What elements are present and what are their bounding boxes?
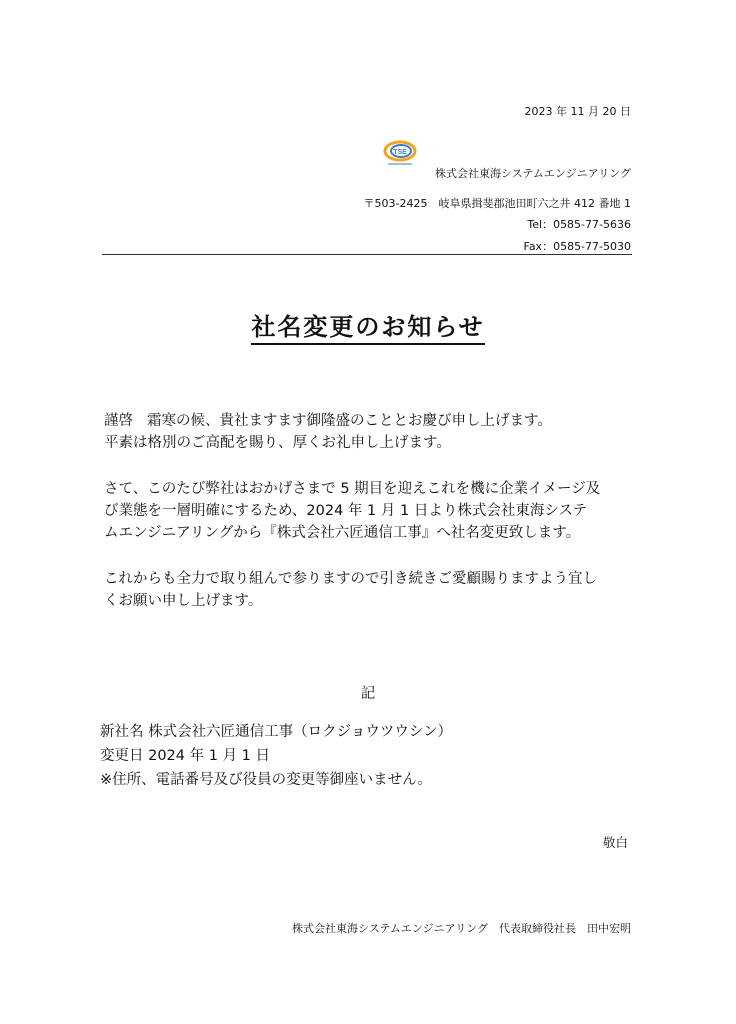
ki-heading: 記 (360, 686, 376, 702)
company-name: 株式会社東海システムエンジニアリング (435, 167, 631, 180)
change-date-row (100, 745, 270, 767)
new-company-name-value: 株式会社六匠通信工事（ロクジョウツウシン） (148, 724, 452, 740)
page-title (0, 307, 736, 342)
header-divider (102, 254, 632, 255)
greeting-line-2: 平素は格別のご高配を賜り、厚くお礼申し上げます。 (104, 435, 451, 451)
page-title-text: 社名変更のお知らせ (251, 313, 484, 345)
company-address: 〒503-2425 岐阜県揖斐郡池田町六之井 412 番地 1 (363, 197, 631, 210)
greeting-paragraph (104, 410, 634, 454)
signature: 株式会社東海システムエンジニアリング 代表取締役社長 田中宏明 (292, 922, 631, 935)
new-company-name-row (100, 721, 452, 743)
closing-line-1: これからも全力で取り組んで参りますので引き続きご愛顧賜りますよう宜し (104, 571, 597, 587)
greeting-word: 謹啓 (104, 413, 133, 429)
closing-word: 敬白 (602, 835, 628, 850)
announcement-paragraph (104, 478, 634, 544)
change-date-label: 変更日 (100, 748, 144, 764)
logo-text: TSE (393, 149, 407, 156)
change-date-value: 2024 年 1 月 1 日 (148, 748, 271, 764)
announcement-line-2: び業態を一層明確にするため、2024 年 1 月 1 日より株式会社東海システ (104, 503, 588, 519)
company-tel: Tel：0585-77-5636 (527, 218, 631, 231)
closing-paragraph (104, 568, 634, 612)
letter-date: 2023 年 11 月 20 日 (524, 105, 631, 118)
closing-line-2: くお願い申し上げます。 (104, 593, 263, 609)
new-company-name-label: 新社名 (100, 724, 144, 740)
announcement-line-3: ムエンジニアリングから『株式会社六匠通信工事』へ社名変更致します。 (104, 525, 581, 541)
company-fax: Fax：0585-77-5030 (523, 240, 631, 253)
company-logo (382, 137, 418, 169)
notice-note: ※住所、電話番号及び役員の変更等御座いません。 (100, 772, 433, 788)
greeting-text: 霜寒の候、貴社ますます御隆盛のこととお慶び申し上げます。 (147, 413, 552, 429)
announcement-line-1: さて、このたび弊社はおかげさまで 5 期目を迎えこれを機に企業イメージ及 (104, 481, 601, 497)
greeting-line-1 (104, 410, 634, 432)
